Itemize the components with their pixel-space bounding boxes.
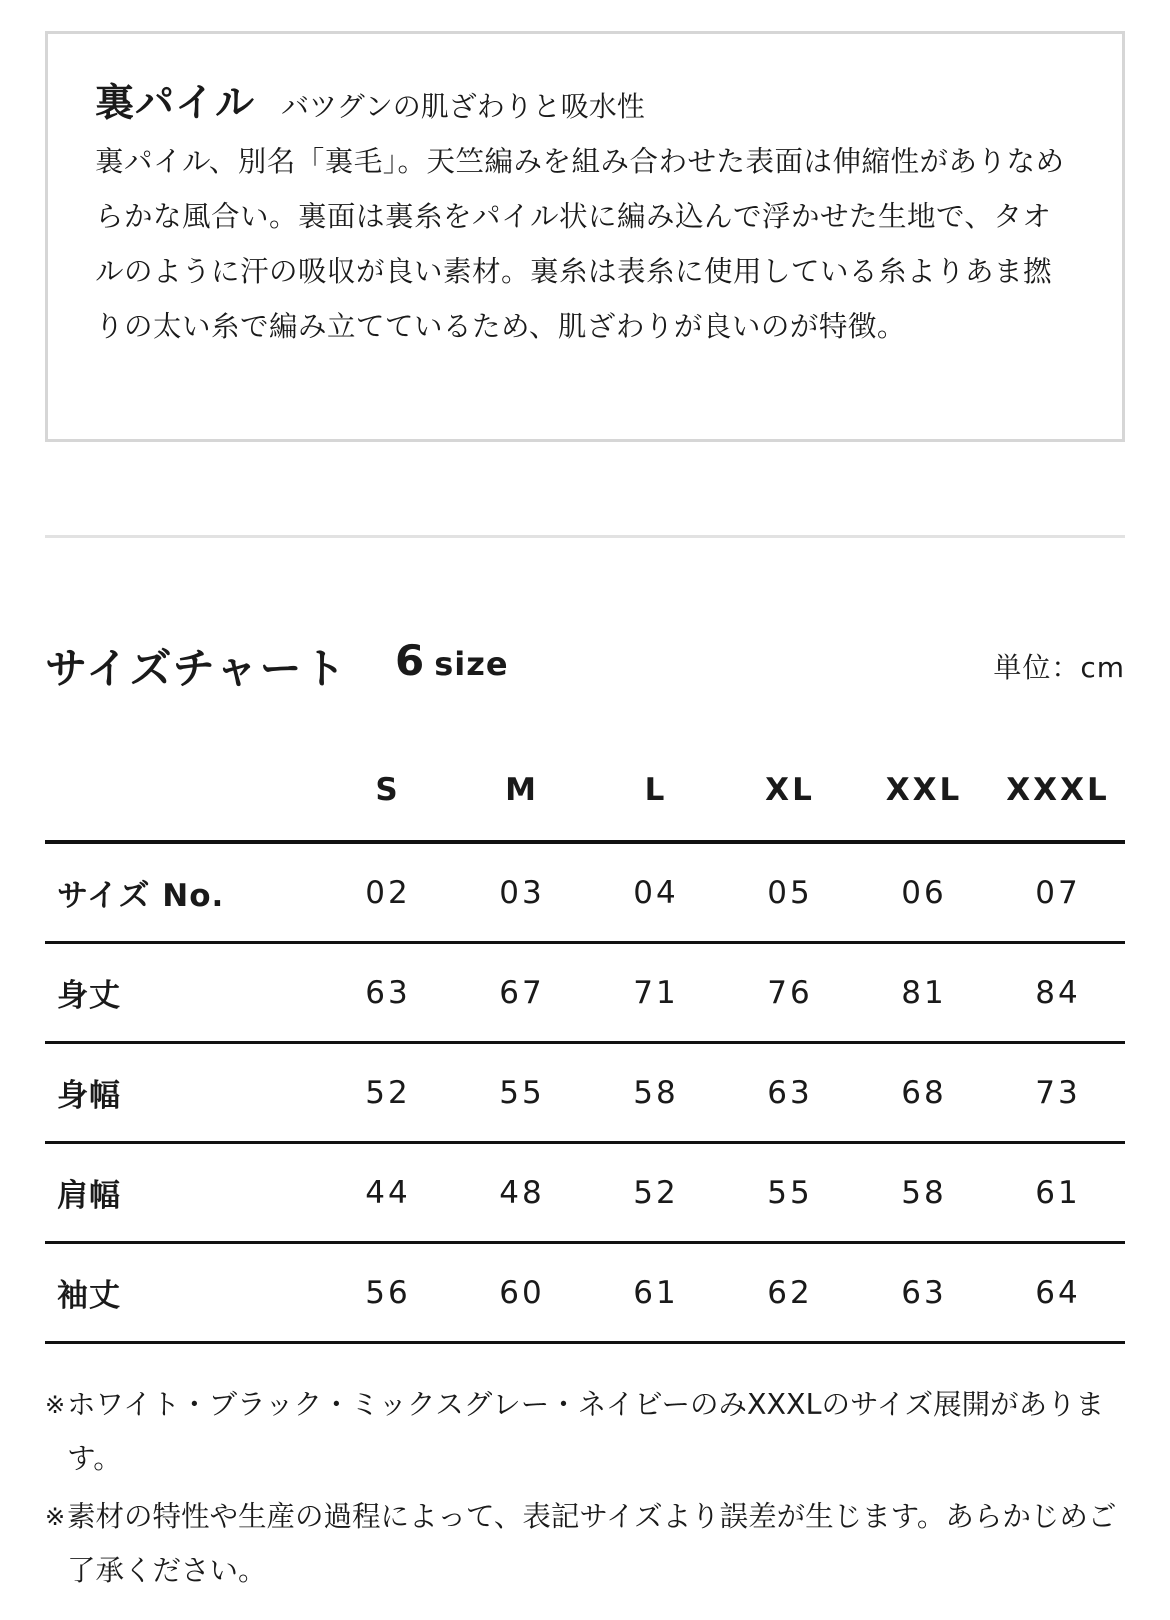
unit-label: 単位：cm [993, 651, 1125, 684]
table-cell: 02 [321, 842, 455, 943]
table-cell: 64 [991, 1243, 1125, 1343]
row-label: 袖丈 [45, 1243, 321, 1343]
table-cell: 03 [455, 842, 589, 943]
fabric-header [95, 72, 1078, 124]
table-cell: 05 [723, 842, 857, 943]
table-cell: 55 [455, 1043, 589, 1143]
size-chart-header [45, 626, 1125, 696]
size-chart-title: サイズチャート [45, 644, 348, 693]
section-divider [45, 535, 1125, 538]
table-cell: 58 [589, 1043, 723, 1143]
table-cell: 84 [991, 943, 1125, 1043]
table-cell: 63 [857, 1243, 991, 1343]
note-text: ホワイト・ブラック・ミックスグレー・ネイビーのみXXXLのサイズ展開があります。 [67, 1388, 1105, 1475]
table-cell: 44 [321, 1143, 455, 1243]
note-item [45, 1490, 1130, 1598]
table-cell: 61 [991, 1143, 1125, 1243]
row-label: 身丈 [45, 943, 321, 1043]
row-label: 身幅 [45, 1043, 321, 1143]
table-cell: 63 [321, 943, 455, 1043]
corner-cell [45, 740, 321, 842]
table-cell: 60 [455, 1243, 589, 1343]
size-count-suffix: size [434, 645, 509, 683]
table-cell: 62 [723, 1243, 857, 1343]
table-cell: 52 [589, 1143, 723, 1243]
table-row [45, 1143, 1125, 1243]
fabric-info-box [45, 31, 1125, 442]
table-cell: 06 [857, 842, 991, 943]
table-cell: 81 [857, 943, 991, 1043]
note-mark: ※ [45, 1503, 66, 1531]
table-cell: 07 [991, 842, 1125, 943]
note-text: 素材の特性や生産の過程によって、表記サイズより誤差が生じます。あらかじめご了承ください。 [67, 1500, 1117, 1587]
size-header-row [45, 740, 1125, 842]
table-cell: 61 [589, 1243, 723, 1343]
table-cell: 55 [723, 1143, 857, 1243]
table-cell: 71 [589, 943, 723, 1043]
size-header: S [321, 740, 455, 842]
table-cell: 67 [455, 943, 589, 1043]
table-cell: 04 [589, 842, 723, 943]
size-header: XXL [857, 740, 991, 842]
note-item [45, 1378, 1130, 1486]
fabric-description: 裏パイル、別名「裏毛」。天竺編みを組み合わせた表面は伸縮性がありなめらかな風合い。裏面は裏糸をパイル状に編み込んで浮かせた生地で、タオルのように汗の吸収が良い素材。裏糸は表糸に使用している糸よりあま撚りの太い糸で編み立てているため、肌ざわりが良いのが特徴。 [95, 145, 1065, 343]
size-header: XL [723, 740, 857, 842]
row-label: サイズ No. [45, 842, 321, 943]
notes [45, 1378, 1130, 1602]
table-row [45, 842, 1125, 943]
table-cell: 52 [321, 1043, 455, 1143]
table-cell: 48 [455, 1143, 589, 1243]
size-header: L [589, 740, 723, 842]
table-cell: 68 [857, 1043, 991, 1143]
table-cell: 58 [857, 1143, 991, 1243]
table-row [45, 1243, 1125, 1343]
note-mark: ※ [45, 1391, 66, 1419]
fabric-name: 裏パイル [95, 81, 256, 126]
table-cell: 76 [723, 943, 857, 1043]
size-header: XXXL [991, 740, 1125, 842]
table-row [45, 1043, 1125, 1143]
size-count [395, 636, 509, 685]
size-header: M [455, 740, 589, 842]
table-cell: 63 [723, 1043, 857, 1143]
size-count-number: 6 [395, 636, 425, 685]
table-cell: 73 [991, 1043, 1125, 1143]
table-row [45, 943, 1125, 1043]
table-cell: 56 [321, 1243, 455, 1343]
size-table [45, 740, 1125, 1344]
fabric-tagline: バツグンの肌ざわりと吸水性 [281, 90, 645, 123]
row-label: 肩幅 [45, 1143, 321, 1243]
